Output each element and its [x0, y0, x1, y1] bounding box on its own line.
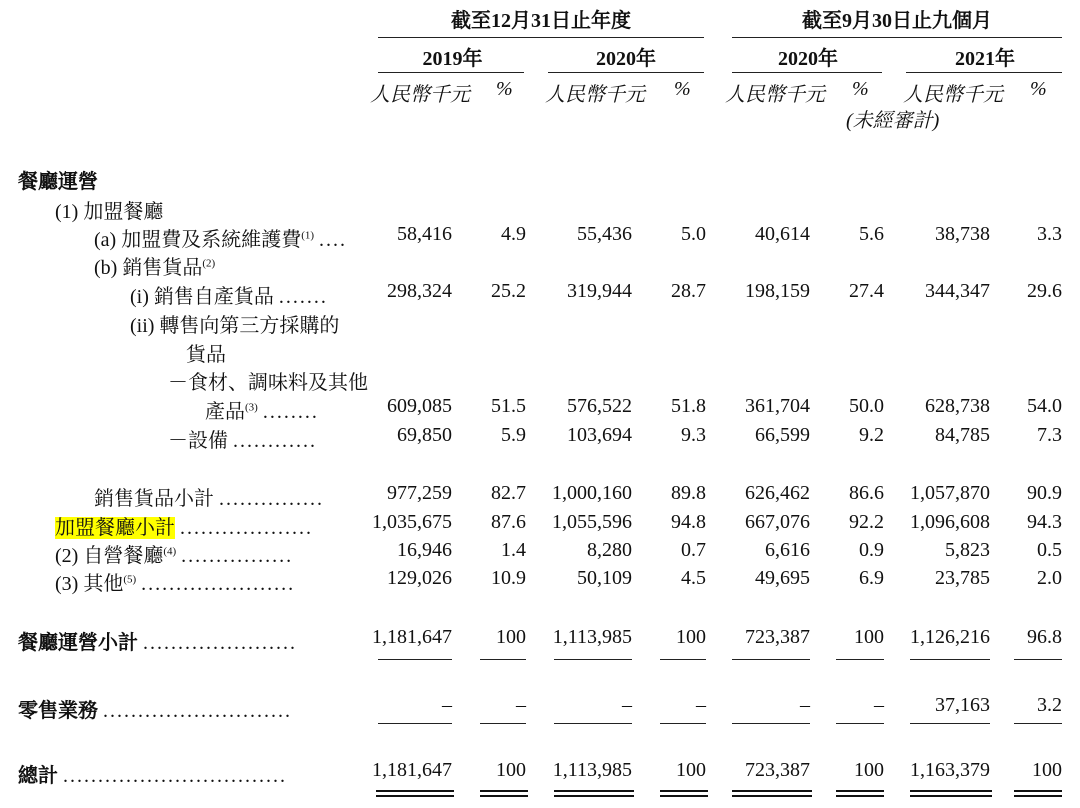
- percent-cell: 100: [496, 626, 526, 648]
- row-label-franchise-sub: 加盟餐廳小計 ...................: [55, 517, 313, 539]
- amount-cell: 1,057,870: [910, 482, 990, 504]
- amount-cell: 1,113,985: [552, 759, 632, 781]
- percent-cell: 51.5: [491, 395, 526, 417]
- amount-cell: 361,704: [745, 395, 810, 417]
- total-double-rule: [836, 790, 884, 797]
- year-rule: [906, 72, 1062, 73]
- amount-cell: 628,738: [925, 395, 990, 417]
- percent-cell: 96.8: [1027, 626, 1062, 648]
- amount-cell: –: [800, 694, 810, 716]
- total-double-rule: [1014, 790, 1062, 797]
- percent-cell: 1.4: [501, 539, 526, 561]
- amount-cell: 1,181,647: [372, 626, 452, 648]
- percent-cell: –: [516, 694, 526, 716]
- amount-cell: –: [622, 694, 632, 716]
- year-2020-fy: 2020年: [596, 48, 656, 70]
- percent-cell: 87.6: [491, 511, 526, 533]
- header-rule: [378, 37, 704, 38]
- amount-cell: 723,387: [745, 626, 810, 648]
- row-label-fee: (a) 加盟費及系統維護費$^{(1)}$ ....: [94, 229, 348, 251]
- percent-cell: 89.8: [671, 482, 706, 504]
- total-double-rule: [480, 790, 528, 797]
- sum-rule: [660, 659, 706, 660]
- unit-pct: %: [674, 78, 691, 100]
- percent-cell: 7.3: [1037, 424, 1062, 446]
- amount-cell: 50,109: [577, 567, 632, 589]
- amount-cell: 38,738: [935, 223, 990, 245]
- percent-cell: 82.7: [491, 482, 526, 504]
- percent-cell: 100: [676, 759, 706, 781]
- percent-cell: 54.0: [1027, 395, 1062, 417]
- row-label-food: 產品$^{(3)}$ ........: [205, 401, 319, 423]
- sum-rule: [910, 659, 990, 660]
- percent-cell: 28.7: [671, 280, 706, 302]
- amount-cell: 723,387: [745, 759, 810, 781]
- percent-cell: 94.8: [671, 511, 706, 533]
- row-label-retail: 零售業務 ...........................: [18, 700, 292, 722]
- percent-cell: 100: [1032, 759, 1062, 781]
- sum-rule: [378, 659, 452, 660]
- percent-cell: 27.4: [849, 280, 884, 302]
- sum-rule: [480, 659, 526, 660]
- year-2020-9m: 2020年: [778, 48, 838, 70]
- percent-cell: 100: [496, 759, 526, 781]
- amount-cell: 23,785: [935, 567, 990, 589]
- amount-cell: 977,259: [387, 482, 452, 504]
- total-double-rule: [910, 790, 992, 797]
- amount-cell: –: [442, 694, 452, 716]
- row-label: －食材、調味料及其他: [168, 372, 368, 394]
- percent-cell: 4.5: [681, 567, 706, 589]
- amount-cell: 103,694: [567, 424, 632, 446]
- amount-cell: 1,055,596: [552, 511, 632, 533]
- percent-cell: 2.0: [1037, 567, 1062, 589]
- amount-cell: 626,462: [745, 482, 810, 504]
- percent-cell: 92.2: [849, 511, 884, 533]
- percent-cell: –: [874, 694, 884, 716]
- amount-cell: 58,416: [397, 223, 452, 245]
- amount-cell: 16,946: [397, 539, 452, 561]
- unit-currency: 人民幣千元: [903, 84, 1003, 106]
- total-double-rule: [660, 790, 708, 797]
- unit-currency: 人民幣千元: [370, 84, 470, 106]
- amount-cell: 37,163: [935, 694, 990, 716]
- amount-cell: 1,113,985: [552, 626, 632, 648]
- amount-cell: 1,163,379: [910, 759, 990, 781]
- row-label-other: (3) 其他$^{(5)}$ ......................: [55, 573, 296, 595]
- amount-cell: 84,785: [935, 424, 990, 446]
- percent-cell: 6.9: [859, 567, 884, 589]
- sum-rule: [554, 723, 632, 724]
- percent-cell: 5.9: [501, 424, 526, 446]
- percent-cell: 5.0: [681, 223, 706, 245]
- sum-rule: [836, 723, 884, 724]
- amount-cell: 6,616: [765, 539, 810, 561]
- section-label: 餐廳運營: [18, 171, 98, 193]
- percent-cell: –: [696, 694, 706, 716]
- percent-cell: 94.3: [1027, 511, 1062, 533]
- year-rule: [548, 72, 704, 73]
- amount-cell: 55,436: [577, 223, 632, 245]
- row-label: 貨品: [186, 344, 226, 366]
- percent-cell: 9.3: [681, 424, 706, 446]
- amount-cell: 344,347: [925, 280, 990, 302]
- percent-cell: 50.0: [849, 395, 884, 417]
- header-period-fy: 截至12月31日止年度: [451, 10, 631, 32]
- row-label-sales: (b) 銷售貨品$^{(2)}$: [94, 257, 216, 279]
- amount-cell: 69,850: [397, 424, 452, 446]
- year-rule: [378, 72, 524, 73]
- percent-cell: 29.6: [1027, 280, 1062, 302]
- amount-cell: 667,076: [745, 511, 810, 533]
- year-rule: [732, 72, 882, 73]
- percent-cell: 86.6: [849, 482, 884, 504]
- amount-cell: 66,599: [755, 424, 810, 446]
- unit-pct: %: [852, 78, 869, 100]
- unit-currency: 人民幣千元: [725, 84, 825, 106]
- amount-cell: 1,035,675: [372, 511, 452, 533]
- row-label-own: (i) 銷售自產貨品 .......: [130, 286, 328, 308]
- row-label-equip: －設備 ............: [168, 430, 317, 452]
- percent-cell: 100: [676, 626, 706, 648]
- sum-rule: [910, 723, 990, 724]
- unit-currency: 人民幣千元: [545, 84, 645, 106]
- percent-cell: 100: [854, 759, 884, 781]
- amount-cell: 1,126,216: [910, 626, 990, 648]
- amount-cell: 40,614: [755, 223, 810, 245]
- sum-rule: [480, 723, 526, 724]
- row-label-restaurant-sub: 餐廳運營小計 ......................: [18, 632, 297, 654]
- percent-cell: 3.3: [1037, 223, 1062, 245]
- amount-cell: 5,823: [945, 539, 990, 561]
- amount-cell: 1,000,160: [552, 482, 632, 504]
- amount-cell: 1,096,608: [910, 511, 990, 533]
- year-2019: 2019年: [422, 48, 483, 70]
- percent-cell: 90.9: [1027, 482, 1062, 504]
- row-label-sales-sub: 銷售貨品小計 ...............: [94, 488, 324, 510]
- percent-cell: 0.5: [1037, 539, 1062, 561]
- row-label: (ii) 轉售向第三方採購的: [130, 315, 340, 337]
- percent-cell: 100: [854, 626, 884, 648]
- amount-cell: 129,026: [387, 567, 452, 589]
- sum-rule: [732, 723, 810, 724]
- amount-cell: 319,944: [567, 280, 632, 302]
- percent-cell: 5.6: [859, 223, 884, 245]
- sum-rule: [554, 659, 632, 660]
- percent-cell: 0.9: [859, 539, 884, 561]
- percent-cell: 25.2: [491, 280, 526, 302]
- total-double-rule: [732, 790, 812, 797]
- sum-rule: [836, 659, 884, 660]
- percent-cell: 0.7: [681, 539, 706, 561]
- sum-rule: [660, 723, 706, 724]
- row-label-total: 總計 ................................: [18, 765, 287, 787]
- percent-cell: 10.9: [491, 567, 526, 589]
- sum-rule: [378, 723, 452, 724]
- year-2021-9m: 2021年: [955, 48, 1015, 70]
- amount-cell: 609,085: [387, 395, 452, 417]
- header-period-9m: 截至9月30日止九個月: [802, 10, 992, 32]
- sum-rule: [1014, 659, 1062, 660]
- unit-pct: %: [496, 78, 513, 100]
- percent-cell: 51.8: [671, 395, 706, 417]
- highlight-mark: 加盟餐廳小計: [55, 517, 175, 539]
- row-label-self: (2) 自營餐廳$^{(4)}$ ................: [55, 545, 294, 567]
- total-double-rule: [376, 790, 454, 797]
- amount-cell: 49,695: [755, 567, 810, 589]
- sum-rule: [1014, 723, 1062, 724]
- percent-cell: 9.2: [859, 424, 884, 446]
- total-double-rule: [554, 790, 634, 797]
- amount-cell: 576,522: [567, 395, 632, 417]
- amount-cell: 198,159: [745, 280, 810, 302]
- row-label: (1) 加盟餐廳: [55, 201, 164, 223]
- amount-cell: 8,280: [587, 539, 632, 561]
- unit-pct: %: [1030, 78, 1047, 100]
- percent-cell: 4.9: [501, 223, 526, 245]
- percent-cell: 3.2: [1037, 694, 1062, 716]
- amount-cell: 298,324: [387, 280, 452, 302]
- amount-cell: 1,181,647: [372, 759, 452, 781]
- header-rule: [732, 37, 1062, 38]
- unaudited-note: (未經審計): [846, 110, 940, 132]
- sum-rule: [732, 659, 810, 660]
